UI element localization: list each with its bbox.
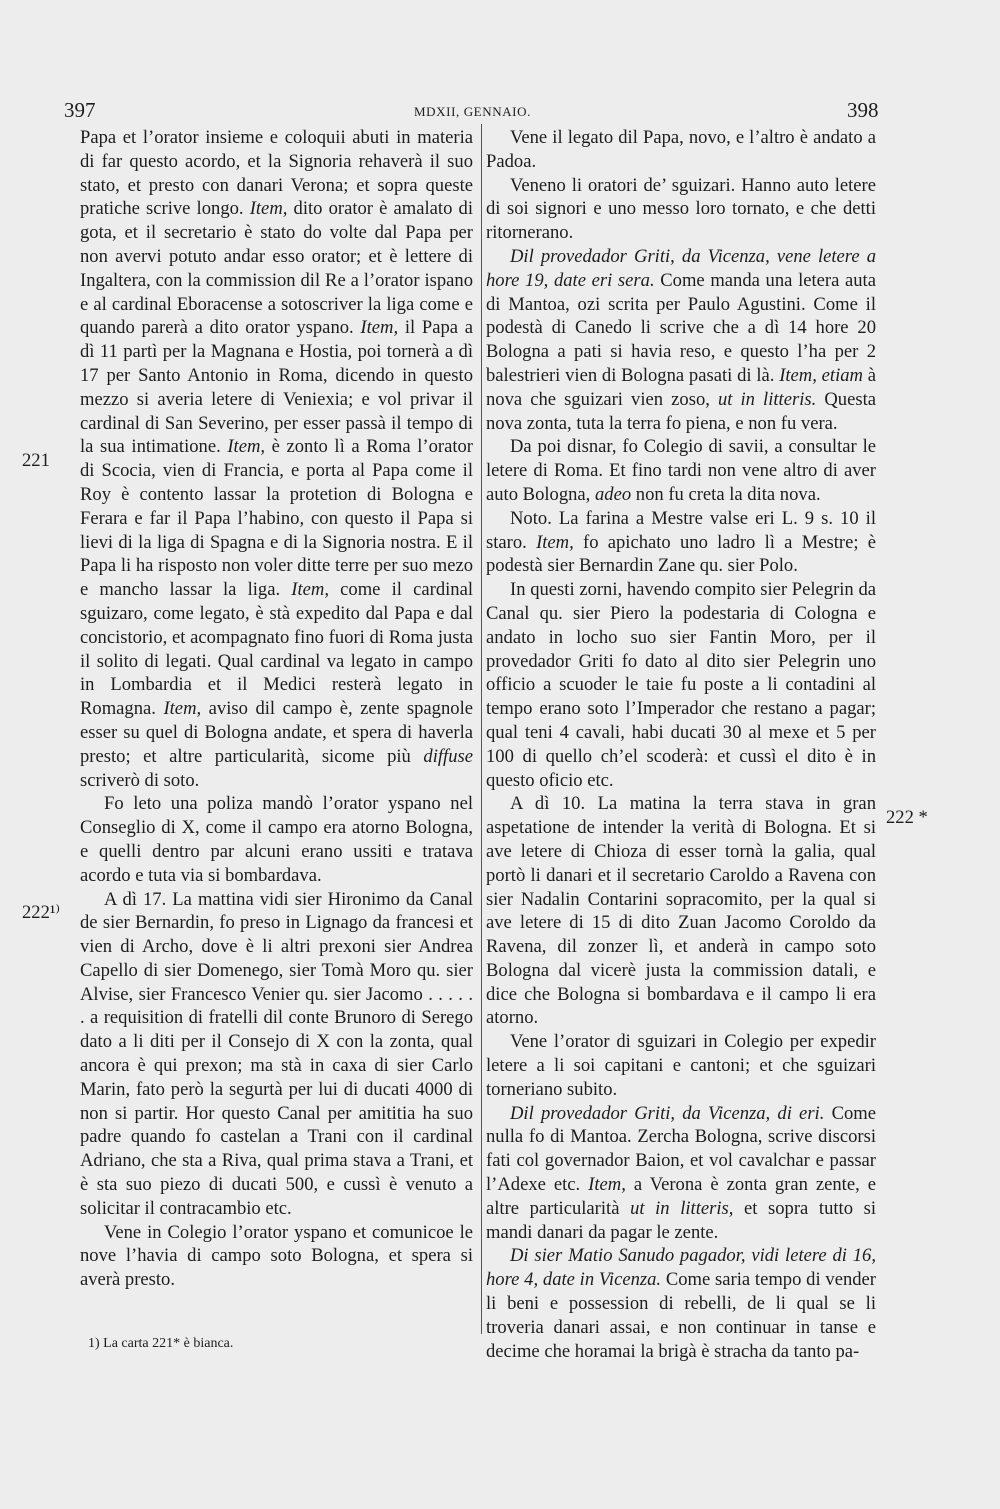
- left-paragraph-1: Papa et l’orator insieme e coloquii abuti in materia di far questo acordo, et la Signoria rehaverà il suo stato, et presto con danari Verona; et sopra queste pratiche scrive longo. Item, dito orator è amalato di gota, et il secretario è stato do volte dal Papa per non avervi potuto andar esso orator; et è lettere di Ingaltera, con la commission dil Re a l’orator ispano e al cardinal Eboracense a sotoscriver la liga come e quando parerà a dito orator yspano. Item, il Papa a dì 11 partì per la Magnana e Hostia, poi tornerà a dì 17 per Santo Antonio in Roma, dicendo in questo mezzo si averia letere di Veniexia; e vol privar il cardinal di San Severino, per esser passà il tempo di la sua intimatione. Item, è zonto lì a Roma l’orator di Scocia, vien di Francia, e porta al Papa come il Roy è contento lassar la protetion di Bologna e Ferara e far il Papa l’habino, con questo il Papa si lievi di la liga di Spagna e di la Signoria nostra. E il Papa li ha risposto non voler ditte terre per suo mezo e mancho lassar la liga. Item, come il cardinal sguizaro, come legato, è stà expedito dal Papa e dal concistorio, et acompagnato fino fuori di Roma justa il solito di legati. Qual cardinal va legato in campo in Lombardia et il Medici resterà legato in Romagna. Item, aviso dil campo è, zente spagnole esser su quel di Bologna andate, et spera di haverla presto; et altre particularità, sicome più diffuse scriverò di soto.: [80, 127, 473, 791]
- right-paragraph-8: Vene l’orator di sguizari in Colegio per expedir letere a li soi capitani e cantoni; et che sguizari torneriano subito.: [486, 1031, 876, 1100]
- running-title: MDXII, GENNAIO.: [414, 104, 531, 119]
- left-paragraph-2: Fo leto una poliza mandò l’orator yspano nel Conseglio di X, come il campo era atorno Bologna, e quelli dentro par alcuni erano ussiti e tratava acordo e tuta via si bombardava.: [80, 793, 473, 886]
- right-paragraph-1: Vene il legato dil Papa, novo, e l’altro è andato a Padoa.: [486, 127, 876, 172]
- left-paragraph-4: Vene in Colegio l’orator yspano et comunicoe le nove l’havia di campo soto Bologna, et spera si averà presto.: [80, 1221, 473, 1291]
- right-paragraph-2: Veneno li oratori de’ sguizari. Hanno auto letere di soi signori e uno messo loro tornato, e che detti ritornerano.: [486, 174, 876, 244]
- right-paragraph-9: Dil provedador Griti, da Vicenza, di eri. Come nulla fo di Mantoa. Zercha Bologna, scrive discorsi fati col governador Baion, et vol cavalchar e passar l’Adexe etc. Item, a Verona è zonta gran zente, e altre particularità ut in litteris, et sopra tutto si mandi danari da pagar le zente.: [486, 1102, 876, 1243]
- right-paragraph-4: Da poi disnar, fo Colegio di savii, a consultar le letere di Roma. Et fino tardi non vene altro di aver auto Bologna, adeo non fu creta la dita nova.: [486, 436, 876, 505]
- left-column: [80, 126, 473, 1292]
- right-column: [486, 126, 876, 1363]
- right-paragraph-6: In questi zorni, havendo compito sier Pelegrin da Canal qu. sier Piero la podestaria di Cologna e andato in locho suo sier Fantin Moro, per il provedador Griti fo dato al dito sier Pelegrin uno officio a scuoder le taie fu poste a li contadini al tempo erano soto l’Imperador che restano a pagar; qual teni 4 cavali, habi ducati 30 al mexe et 5 per 100 di quello ch’el scoderà: et cussì el dito è in questo oficio etc.: [486, 579, 876, 791]
- left-page-number: 397: [64, 98, 96, 122]
- left-paragraph-3: A dì 17. La mattina vidi sier Hironimo da Canal de sier Bernardin, fo preso in Lignago da francesi et vien di Archo, dove è li altri prexoni sier Andrea Capello di sier Domenego, sier Tomà Moro qu. sier Alvise, sier Francesco Venier qu. sier Jacomo . . . . . . a requisition di fratelli dil conte Brunoro di Serego dato a li diti per il Consejo di X con la zonta, qual ancora è qui prexon; ma stà in caxa di sier Carlo Marin, fato però la segurtà per lui di ducati 4000 di non si partir. Hor questo Canal per amititia ha suo padre quando fo castelan a Trani con il cardinal Adriano, che sta a Riva, qual prima stava a Trani, et è sta suo piezo di ducati 500, e cussì è venuto a solicitar il contracambio etc.: [80, 888, 473, 1219]
- margin-number-221: 221: [22, 450, 50, 471]
- column-divider: [481, 124, 482, 1334]
- right-paragraph-3: Dil provedador Griti, da Vicenza, vene letere a hore 19, date eri sera. Come manda una letera auta di Mantoa, ozi scrita per Paulo Agustini. Come il podestà di Canedo li scrive che a dì 14 hore 20 Bologna a pati si havia reso, e questo l’ha per 2 balestrieri vien di Bologna pasati di là. Item, etiam à nova che sguizari vien zoso, ut in litteris. Questa nova zonta, tuta la terra fo piena, e non fu vera.: [486, 245, 877, 434]
- right-page-number: 398: [847, 98, 879, 122]
- margin-number-222-star: 222 *: [886, 807, 928, 828]
- right-paragraph-5: Noto. La farina a Mestre valse eri L. 9 s. 10 il staro. Item, fo apichato uno ladro lì a Mestre; è podestà sier Bernardin Zane qu. sier Polo.: [486, 507, 876, 577]
- footnote: 1) La carta 221* è bianca.: [88, 1336, 234, 1351]
- right-paragraph-10: Di sier Matio Sanudo pagador, vidi letere di 16, hore 4, date in Vicenza. Come saria tempo di vender li beni e possession di rebelli, de li qual se li troveria danari assai, e non continuar in tanse e decime che horamai la brigà è stracha da tanto pa-: [486, 1245, 876, 1362]
- right-paragraph-7: A dì 10. La matina la terra stava in gran aspetatione de intender la verità di Bologna. Et si ave letere di Chioza di esser tornà la galia, qual portò li danari et il secretario Caroldo a Ravena con sier Nadalin Contarini sopracomito, per la qual si ave letere di 15 di dito Zuan Jacomo Coroldo da Ravena, dil zonzer lì, et anderà in campo soto Bologna dal vicerè justa la commission datali, e dice che Bologna si bombardava e il campo li era atorno.: [486, 793, 876, 1029]
- margin-number-222: 222¹⁾: [22, 902, 61, 923]
